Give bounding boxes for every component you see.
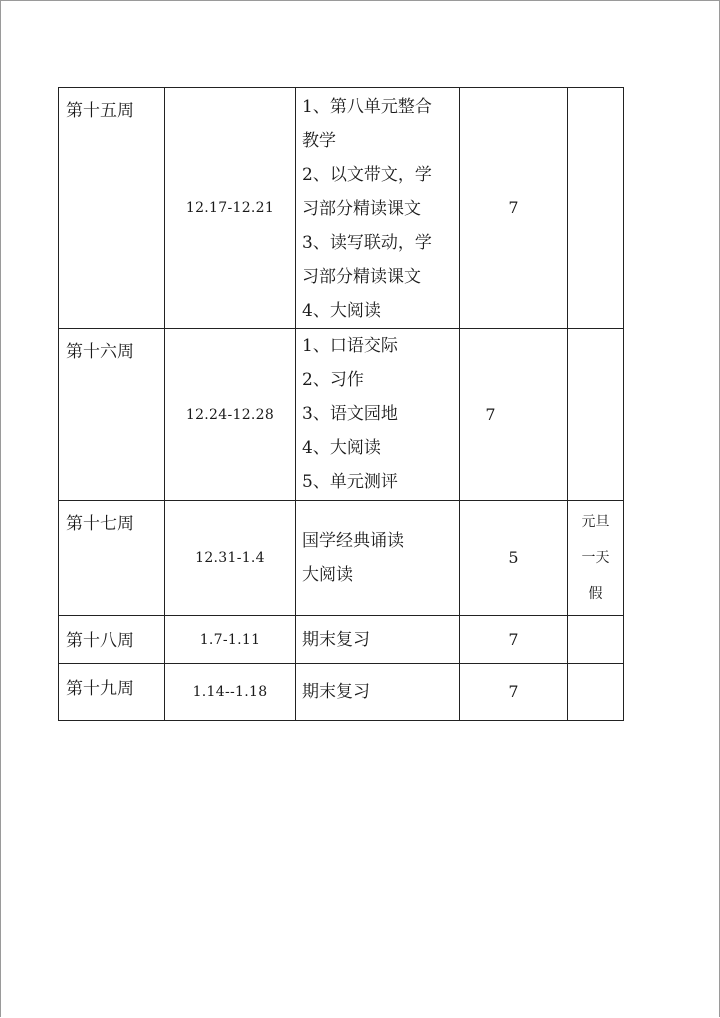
hours-value: 7 (508, 682, 519, 701)
hours-value: 7 (485, 404, 496, 424)
week-cell: 第十五周 (59, 88, 165, 329)
table-row (59, 88, 624, 329)
hours-value: 5 (508, 548, 519, 567)
note-cell (568, 664, 624, 721)
hours-value: 7 (508, 198, 519, 217)
content-line: 4、大阅读 (302, 438, 381, 458)
week-cell: 第十八周 (59, 616, 165, 664)
hours-cell (460, 329, 568, 501)
note-line: 一天 (581, 550, 610, 566)
content-cell (296, 616, 460, 664)
content-line: 习部分精读课文 (302, 199, 421, 219)
content-line: 3、读写联动，学 (302, 233, 432, 253)
date-range-cell: 1.7-1.11 (165, 616, 296, 664)
table-row (59, 616, 624, 664)
note-cell (568, 329, 624, 501)
content-line: 2、习作 (302, 370, 364, 390)
date-range-cell: 12.24-12.28 (165, 329, 296, 501)
hours-value: 7 (508, 629, 519, 649)
hours-cell (460, 88, 568, 329)
content-line: 1、第八单元整合 (302, 97, 432, 117)
note-line: 假 (588, 586, 603, 602)
content-cell (296, 329, 460, 501)
date-range-cell: 12.17-12.21 (165, 88, 296, 329)
week-cell: 第十九周 (59, 664, 165, 721)
note-cell (568, 616, 624, 664)
content-line: 4、大阅读 (302, 301, 381, 321)
week-cell: 第十七周 (59, 501, 165, 616)
table-row (59, 664, 624, 721)
content-line: 国学经典诵读 (302, 531, 404, 551)
content-line: 3、语文园地 (302, 404, 398, 424)
note-cell (568, 88, 624, 329)
content-cell (296, 88, 460, 329)
table-row (59, 329, 624, 501)
content-line: 教学 (302, 131, 336, 151)
note-line: 元旦 (581, 514, 610, 530)
content-line: 5、单元测评 (302, 472, 398, 492)
hours-cell (460, 616, 568, 664)
content-line: 1、口语交际 (302, 336, 398, 356)
content-line: 期末复习 (302, 682, 370, 702)
hours-cell (460, 501, 568, 616)
date-range-cell: 12.31-1.4 (165, 501, 296, 616)
content-line: 习部分精读课文 (302, 267, 421, 287)
hours-cell (460, 664, 568, 721)
note-cell (568, 501, 624, 616)
week-cell: 第十六周 (59, 329, 165, 501)
content-line: 期末复习 (302, 629, 370, 650)
table-row (59, 501, 624, 616)
content-line: 大阅读 (302, 565, 353, 585)
content-cell (296, 664, 460, 721)
teaching-schedule-table (58, 87, 624, 721)
content-line: 2、以文带文，学 (302, 165, 432, 185)
content-cell (296, 501, 460, 616)
date-range-cell: 1.14--1.18 (165, 664, 296, 721)
